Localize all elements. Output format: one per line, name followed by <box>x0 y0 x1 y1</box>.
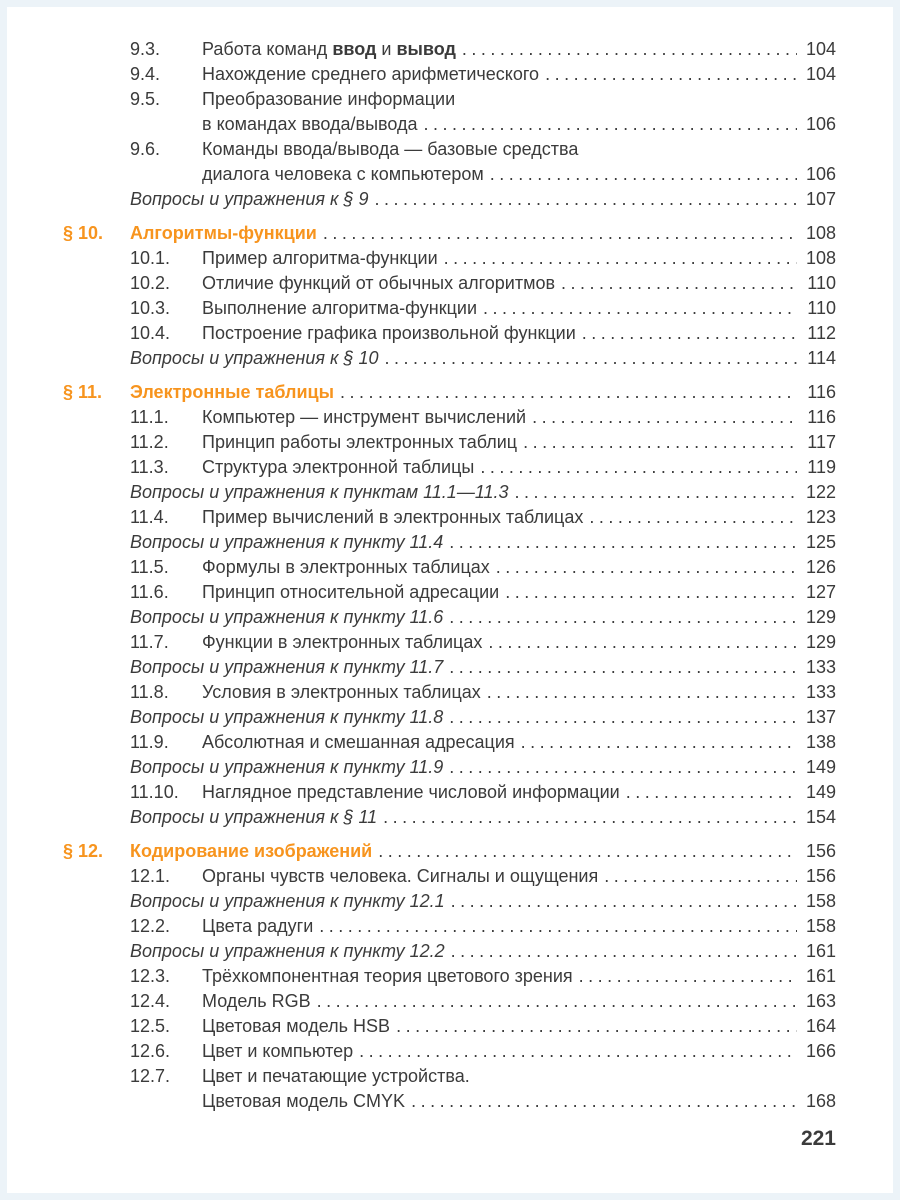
toc-subsection-row <box>63 730 836 755</box>
entry-number: 11.4. <box>130 507 169 527</box>
leader-dots <box>545 62 797 87</box>
toc-subsection-row <box>63 989 836 1014</box>
entry-title: Компьютер — инструмент вычислений <box>202 407 527 427</box>
leader-dots <box>444 246 797 271</box>
entry-title: Построение графика произвольной функции <box>202 323 576 343</box>
leader-dots <box>521 730 797 755</box>
leader-dots <box>378 839 797 864</box>
entry-title: Пример вычислений в электронных таблицах <box>202 507 584 527</box>
entry-title: Алгоритмы-функции <box>130 223 317 243</box>
leader-dots <box>449 655 797 680</box>
entry-title: Электронные таблицы <box>130 382 334 402</box>
toc-subsection-row <box>63 455 836 480</box>
leader-dots <box>515 480 797 505</box>
toc-questions-row <box>63 755 836 780</box>
leader-dots <box>488 630 797 655</box>
entry-title: Вопросы и упражнения к пунктам 11.1—11.3 <box>130 482 509 502</box>
leader-dots <box>480 455 797 480</box>
entry-page: 154 <box>805 807 836 827</box>
entry-page: 116 <box>807 382 836 402</box>
toc-subsection-row <box>63 964 836 989</box>
leader-dots <box>487 680 797 705</box>
leader-dots <box>374 187 797 212</box>
entry-number: 12.3. <box>130 966 171 986</box>
toc-subsection-row <box>63 405 836 430</box>
entry-title: Вопросы и упражнения к пункту 12.2 <box>130 941 445 961</box>
leader-dots <box>449 755 797 780</box>
entry-number: 11.7. <box>130 632 169 652</box>
entry-page: 164 <box>805 1016 836 1036</box>
entry-page: 116 <box>807 407 836 427</box>
entry-title: в командах ввода/вывода <box>202 114 418 134</box>
entry-number: 11.10. <box>130 782 179 802</box>
entry-number: 10.4. <box>130 323 171 343</box>
leader-dots <box>462 37 797 62</box>
entry-page: 123 <box>805 507 836 527</box>
entry-number: 10.1. <box>130 248 171 268</box>
entry-page: 110 <box>807 298 836 318</box>
entry-title: Цвет и компьютер <box>202 1041 354 1061</box>
toc-questions-row <box>63 655 836 680</box>
toc-subsection-row <box>63 780 836 805</box>
toc-subsection-row <box>63 1039 836 1064</box>
leader-dots <box>451 939 797 964</box>
entry-page: 107 <box>805 189 836 209</box>
entry-page: 156 <box>805 866 836 886</box>
toc-subsection-row <box>63 680 836 705</box>
toc-subsection-row <box>63 505 836 530</box>
toc-questions-row <box>63 346 836 371</box>
toc-subsection-row <box>63 914 836 939</box>
toc-section-row <box>63 380 836 405</box>
leader-dots <box>561 271 797 296</box>
entry-page: 129 <box>805 632 836 652</box>
page-number-footer: 221 <box>800 1127 836 1150</box>
entry-page: 126 <box>805 557 836 577</box>
entry-title: Абсолютная и смешанная адресация <box>202 732 515 752</box>
entry-title: Цвета радуги <box>202 916 314 936</box>
toc-list <box>63 37 836 1114</box>
toc-subsection-row <box>63 430 836 455</box>
entry-page: 110 <box>807 273 836 293</box>
entry-number: 11.6. <box>130 582 169 602</box>
entry-number: 12.1. <box>130 866 171 886</box>
entry-title: Цвет и печатающие устройства. <box>202 1066 470 1086</box>
entry-number: 9.3. <box>130 39 161 59</box>
toc-subsection-row <box>63 137 836 162</box>
entry-number: 10.3. <box>130 298 171 318</box>
entry-page: 158 <box>805 916 836 936</box>
entry-page: 166 <box>805 1041 836 1061</box>
entry-page: 119 <box>807 457 836 477</box>
entry-page: 133 <box>805 682 836 702</box>
toc-section-row <box>63 839 836 864</box>
leader-dots <box>626 780 797 805</box>
leader-dots <box>340 380 797 405</box>
leader-dots <box>483 296 797 321</box>
leader-dots <box>579 964 797 989</box>
entry-number: 12.7. <box>130 1066 171 1086</box>
entry-title: Вопросы и упражнения к пункту 12.1 <box>130 891 445 911</box>
entry-number: 11.2. <box>130 432 169 452</box>
entry-title-text: и <box>376 39 397 59</box>
entry-page: 149 <box>805 757 836 777</box>
entry-page: 127 <box>805 582 836 602</box>
entry-title: Формулы в электронных таблицах <box>202 557 490 577</box>
entry-page: 117 <box>807 432 836 452</box>
entry-title: Вопросы и упражнения к § 11 <box>130 807 378 827</box>
book-page <box>7 7 893 1193</box>
entry-title: Преобразование информации <box>202 89 456 109</box>
entry-number: 12.6. <box>130 1041 171 1061</box>
entry-number: 11.5. <box>130 557 169 577</box>
entry-page: 168 <box>805 1091 836 1111</box>
toc-subsection-row <box>63 321 836 346</box>
entry-title: Вопросы и упражнения к пункту 11.9 <box>130 757 444 777</box>
entry-title: Наглядное представление числовой информации <box>202 782 620 802</box>
entry-page: 161 <box>805 941 836 961</box>
entry-page: 129 <box>805 607 836 627</box>
entry-page: 133 <box>805 657 836 677</box>
toc-subsection-row <box>63 555 836 580</box>
leader-dots <box>449 705 797 730</box>
entry-number: 11.3. <box>130 457 169 477</box>
toc-subsection-row <box>63 37 836 62</box>
entry-page: 161 <box>805 966 836 986</box>
entry-page: 156 <box>805 841 836 861</box>
leader-dots <box>319 914 797 939</box>
entry-title: Функции в электронных таблицах <box>202 632 483 652</box>
entry-number: 9.4. <box>130 64 161 84</box>
entry-number: 12.5. <box>130 1016 171 1036</box>
toc-subsection-row <box>63 1064 836 1089</box>
entry-page: 158 <box>805 891 836 911</box>
leader-dots <box>505 580 797 605</box>
entry-title: Вопросы и упражнения к пункту 11.7 <box>130 657 444 677</box>
toc-subsection-row <box>63 62 836 87</box>
toc-subsection-row <box>63 864 836 889</box>
entry-page: 125 <box>805 532 836 552</box>
toc-subsection-row <box>63 271 836 296</box>
entry-title: Вопросы и упражнения к пункту 11.8 <box>130 707 444 727</box>
entry-page: 114 <box>807 348 836 368</box>
entry-title: Условия в электронных таблицах <box>202 682 481 702</box>
leader-dots <box>424 112 797 137</box>
toc-subsection-row <box>63 296 836 321</box>
toc-questions-row <box>63 605 836 630</box>
leader-dots <box>383 805 797 830</box>
toc-questions-row <box>63 705 836 730</box>
leader-dots <box>589 505 797 530</box>
toc-subsection-row <box>63 580 836 605</box>
entry-title: Структура электронной таблицы <box>202 457 475 477</box>
entry-title: Принцип работы электронных таблиц <box>202 432 518 452</box>
entry-title: Цветовая модель HSB <box>202 1016 391 1036</box>
leader-dots <box>451 889 797 914</box>
leader-dots <box>496 555 797 580</box>
entry-page: 149 <box>805 782 836 802</box>
entry-number: 11.9. <box>130 732 169 752</box>
entry-title: Принцип относительной адресации <box>202 582 500 602</box>
entry-title <box>202 37 456 62</box>
leader-dots <box>523 430 797 455</box>
toc-questions-row <box>63 889 836 914</box>
leader-dots <box>317 989 797 1014</box>
toc-section-row <box>63 221 836 246</box>
toc-subsection-row <box>63 162 836 187</box>
entry-page: 104 <box>805 64 836 84</box>
entry-page: 163 <box>805 991 836 1011</box>
entry-title: Отличие функций от обычных алгоритмов <box>202 273 556 293</box>
entry-title: Вопросы и упражнения к § 9 <box>130 189 369 209</box>
entry-page: 137 <box>805 707 836 727</box>
entry-number: 12.4. <box>130 991 171 1011</box>
entry-title: Цветовая модель CMYK <box>202 1091 406 1111</box>
entry-number: 9.5. <box>130 89 161 109</box>
entry-title: Вопросы и упражнения к пункту 11.6 <box>130 607 444 627</box>
entry-title: Нахождение среднего арифметического <box>202 64 540 84</box>
toc-questions-row <box>63 939 836 964</box>
leader-dots <box>449 530 797 555</box>
toc-questions-row <box>63 480 836 505</box>
toc-subsection-row <box>63 1014 836 1039</box>
entry-number: 11.1. <box>130 407 169 427</box>
entry-title-bold: вывод <box>396 39 456 59</box>
section-number: § 11. <box>63 382 103 402</box>
leader-dots <box>411 1089 797 1114</box>
toc-questions-row <box>63 530 836 555</box>
entry-page: 106 <box>805 114 836 134</box>
entry-title: Кодирование изображений <box>130 841 373 861</box>
leader-dots <box>396 1014 797 1039</box>
entry-page: 106 <box>805 164 836 184</box>
leader-dots <box>582 321 797 346</box>
entry-title: Команды ввода/вывода — базовые средства <box>202 139 579 159</box>
toc-subsection-row <box>63 246 836 271</box>
entry-title: диалога человека с компьютером <box>202 164 484 184</box>
leader-dots <box>323 221 797 246</box>
entry-number: 9.6. <box>130 139 161 159</box>
entry-number: 10.2. <box>130 273 171 293</box>
section-number: § 10. <box>63 223 104 243</box>
leader-dots <box>449 605 797 630</box>
entry-page: 112 <box>807 323 836 343</box>
entry-page: 104 <box>805 39 836 59</box>
entry-number: 11.8. <box>130 682 169 702</box>
leader-dots <box>604 864 797 889</box>
entry-title: Вопросы и упражнения к § 10 <box>130 348 379 368</box>
entry-page: 122 <box>805 482 836 502</box>
entry-title: Выполнение алгоритма-функции <box>202 298 477 318</box>
entry-number: 12.2. <box>130 916 171 936</box>
leader-dots <box>359 1039 797 1064</box>
entry-page: 108 <box>805 248 836 268</box>
entry-title: Трёхкомпонентная теория цветового зрения <box>202 966 573 986</box>
entry-title: Вопросы и упражнения к пункту 11.4 <box>130 532 444 552</box>
leader-dots <box>385 346 798 371</box>
toc-questions-row <box>63 187 836 212</box>
entry-title-text: Работа команд <box>202 39 333 59</box>
toc-subsection-row <box>63 630 836 655</box>
leader-dots <box>490 162 797 187</box>
leader-dots <box>532 405 797 430</box>
section-number: § 12. <box>63 841 104 861</box>
entry-title: Органы чувств человека. Сигналы и ощущения <box>202 866 599 886</box>
entry-page: 138 <box>805 732 836 752</box>
entry-title-bold: ввод <box>332 39 377 59</box>
entry-title: Пример алгоритма-функции <box>202 248 438 268</box>
toc-subsection-row <box>63 1089 836 1114</box>
toc-subsection-row <box>63 112 836 137</box>
entry-page: 108 <box>805 223 836 243</box>
toc-questions-row <box>63 805 836 830</box>
entry-title: Модель RGB <box>202 991 311 1011</box>
toc-subsection-row <box>63 87 836 112</box>
